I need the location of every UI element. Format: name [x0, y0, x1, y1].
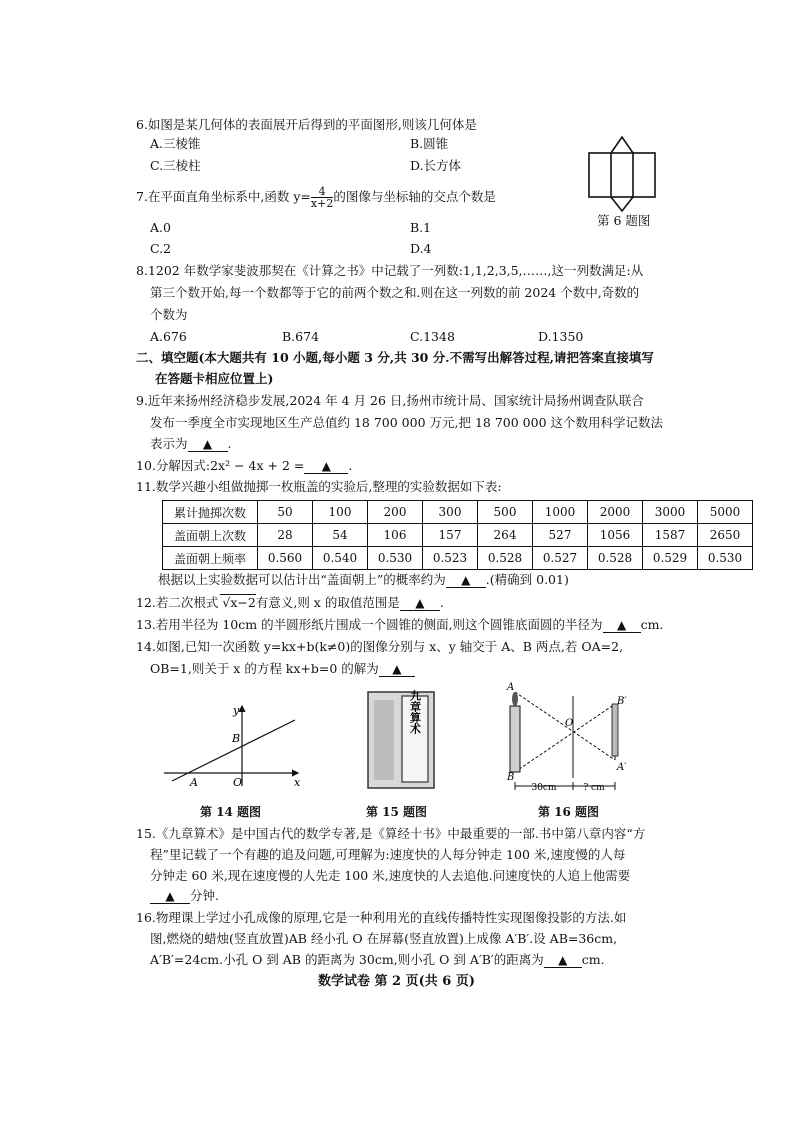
table-cell: 28 [258, 524, 313, 547]
table-cell: 100 [313, 501, 368, 524]
q8-option-a: A.676 [150, 329, 187, 344]
fig14-label-x: x [294, 776, 301, 789]
table-cell: 300 [423, 501, 478, 524]
section2-heading: 二、填空题(本大题共有 10 小题,每小题 3 分,共 30 分.不需写出解答过程,请把答案直接填写 [136, 350, 654, 365]
q9-line3: 表示为 ▲ . [150, 436, 232, 451]
q10: 10.分解因式:2x² − 4x + 2 = ▲ . [136, 458, 353, 473]
fig16-caption: 第 16 题图 [538, 805, 600, 819]
table-cell: 0.560 [258, 547, 313, 570]
fig15-book-cover [366, 690, 436, 790]
q6-option-a: A.三棱锥 [150, 136, 201, 151]
q6-option-b: B.圆锥 [410, 136, 449, 151]
q6-option-d: D.长方体 [410, 158, 462, 173]
table-cell: 2650 [698, 524, 753, 547]
fig14-label-a: A [190, 776, 198, 789]
table-cell: 54 [313, 524, 368, 547]
q7-fraction: $\frac{4}{x+2}$ [310, 185, 334, 210]
q16-line1: 16.物理课上学过小孔成像的原理,它是一种利用光的直线传播特性实现图像投影的方法.如 [136, 910, 627, 925]
q15-line1: 15.《九章算术》是中国古代的数学专著,是《算经十书》中最重要的一部.书中第八章内容“方 [136, 826, 646, 841]
table-cell: 1000 [533, 501, 588, 524]
table-row [163, 524, 753, 547]
table-cell: 1587 [643, 524, 698, 547]
q15-line3: 分钟走 60 米,现在速度慢的人先走 100 米,速度快的人去追他.问速度快的人追上他需要 [150, 868, 631, 883]
table-cell: 157 [423, 524, 478, 547]
table-cell: 0.529 [643, 547, 698, 570]
fig14-label-y: y [233, 704, 240, 717]
table-row-header: 累计抛掷次数 [163, 501, 258, 524]
q8-option-d: D.1350 [538, 329, 584, 344]
q7-option-a: A.0 [150, 220, 171, 235]
table-cell: 0.530 [368, 547, 423, 570]
fig16-pinhole-diagram [505, 682, 635, 798]
q12-radical: √x−2 [222, 595, 256, 610]
answer-blank-mark: ▲ [392, 662, 402, 676]
table-cell: 200 [368, 501, 423, 524]
fig14-graph [160, 700, 310, 790]
q11-frequency-table [162, 500, 753, 570]
answer-blank-mark: ▲ [461, 573, 471, 587]
fig16-dim-30cm: 30cm [531, 783, 557, 793]
table-cell: 0.528 [478, 547, 533, 570]
q9-line2: 发布一季度全市实现地区生产总值约 18 700 000 万元,把 18 700 000 这个数用科学记数法 [150, 415, 664, 430]
q8-line3: 个数为 [150, 307, 188, 322]
q6-option-c: C.三棱柱 [150, 158, 201, 173]
q8-line1: 8.1202 年数学家斐波那契在《计算之书》中记载了一列数:1,1,2,3,5,……,这一列数满足:从 [136, 263, 644, 278]
q8-option-c: C.1348 [410, 329, 455, 344]
table-cell: 1056 [588, 524, 643, 547]
fig14-label-o: O [233, 776, 243, 789]
fig16-dim-unknown: ? cm [583, 783, 605, 793]
table-cell: 0.528 [588, 547, 643, 570]
fig14-caption: 第 14 题图 [200, 805, 262, 819]
q6-stem: 6.如图是某几何体的表面展开后得到的平面图形,则该几何体是 [136, 117, 477, 132]
fig15-caption: 第 15 题图 [366, 805, 428, 819]
q9-line1: 9.近年来扬州经济稳步发展,2024 年 4 月 26 日,扬州市统计局、国家统计局扬州调查队联合 [136, 393, 644, 408]
q7-stem: 7.在平面直角坐标系中,函数 y= $\frac{4}{x+2}$ 的图像与坐标轴的交点个数是 [136, 185, 496, 210]
q11-stem: 11.数学兴趣小组做抛掷一枚瓶盖的实验后,整理的实验数据如下表: [136, 479, 502, 494]
answer-blank-mark: ▲ [165, 889, 175, 903]
fig14-label-b: B [232, 732, 241, 745]
table-cell: 50 [258, 501, 313, 524]
fig16-label-b: B [507, 772, 515, 783]
table-cell: 0.530 [698, 547, 753, 570]
fig16-label-o: O [565, 718, 574, 729]
table-cell: 0.527 [533, 547, 588, 570]
table-cell: 5000 [698, 501, 753, 524]
q13: 13.若用半径为 10cm 的半圆形纸片围成一个圆锥的侧面,则这个圆锥底面圆的半径为 ▲ cm. [136, 617, 664, 632]
q8-line2: 第三个数开始,每一个数都等于它的前两个数之和.则在这一列数的前 2024 个数中,奇数的 [150, 285, 640, 300]
fig15-title: 九章算术 [408, 690, 422, 734]
table-cell: 2000 [588, 501, 643, 524]
table-cell: 106 [368, 524, 423, 547]
table-cell: 0.523 [423, 547, 478, 570]
answer-blank-mark: ▲ [558, 953, 568, 967]
table-cell: 0.540 [313, 547, 368, 570]
fig16-label-b-prime: B′ [617, 696, 627, 707]
q15-line4: ▲ 分钟. [150, 888, 219, 904]
table-cell: 264 [478, 524, 533, 547]
table-cell: 527 [533, 524, 588, 547]
table-cell: 3000 [643, 501, 698, 524]
q12: 12.若二次根式 √x−2有意义,则 x 的取值范围是 ▲ . [136, 595, 444, 610]
answer-blank-mark: ▲ [202, 437, 213, 451]
q14-line2: OB=1,则关于 x 的方程 kx+b=0 的解为 ▲ [150, 661, 415, 677]
q7-option-d: D.4 [410, 241, 432, 256]
table-row-header: 盖面朝上次数 [163, 524, 258, 547]
q16-line2: 图,燃烧的蜡烛(竖直放置)AB 经小孔 O 在屏幕(竖直放置)上成像 A′B′.设 AB=36cm, [150, 931, 618, 946]
q16-line3: A′B′=24cm.小孔 O 到 AB 的距离为 30cm,则小孔 O 到 A′B′的距离为 ▲ cm. [150, 952, 605, 967]
fig6-prism-net [584, 135, 660, 213]
q7-option-b: B.1 [410, 220, 432, 235]
fig16-label-a: A [507, 682, 515, 693]
q8-option-b: B.674 [282, 329, 320, 344]
table-row [163, 501, 753, 524]
answer-blank-mark: ▲ [415, 596, 425, 610]
answer-blank-mark: ▲ [321, 459, 331, 473]
q11-after: 根据以上实验数据可以估计出“盖面朝上”的概率约为 ▲ .(精确到 0.01) [158, 572, 569, 587]
table-row-header: 盖面朝上频率 [163, 547, 258, 570]
page-footer: 数学试卷 第 2 页(共 6 页) [318, 974, 476, 989]
q14-line1: 14.如图,已知一次函数 y=kx+b(k≠0)的图像分别与 x、y 轴交于 A、B 两点,若 OA=2, [136, 639, 624, 654]
answer-blank-mark: ▲ [616, 618, 627, 632]
fig16-label-a-prime: A′ [617, 762, 627, 773]
table-row [163, 547, 753, 570]
section2-heading-line2: 在答题卡相应位置上) [155, 371, 274, 386]
q15-line2: 程”里记载了一个有趣的追及问题,可理解为:速度快的人每分钟走 100 米,速度慢的人每 [150, 847, 626, 862]
q7-option-c: C.2 [150, 241, 172, 256]
fig6-caption: 第 6 题图 [597, 213, 651, 228]
table-cell: 500 [478, 501, 533, 524]
